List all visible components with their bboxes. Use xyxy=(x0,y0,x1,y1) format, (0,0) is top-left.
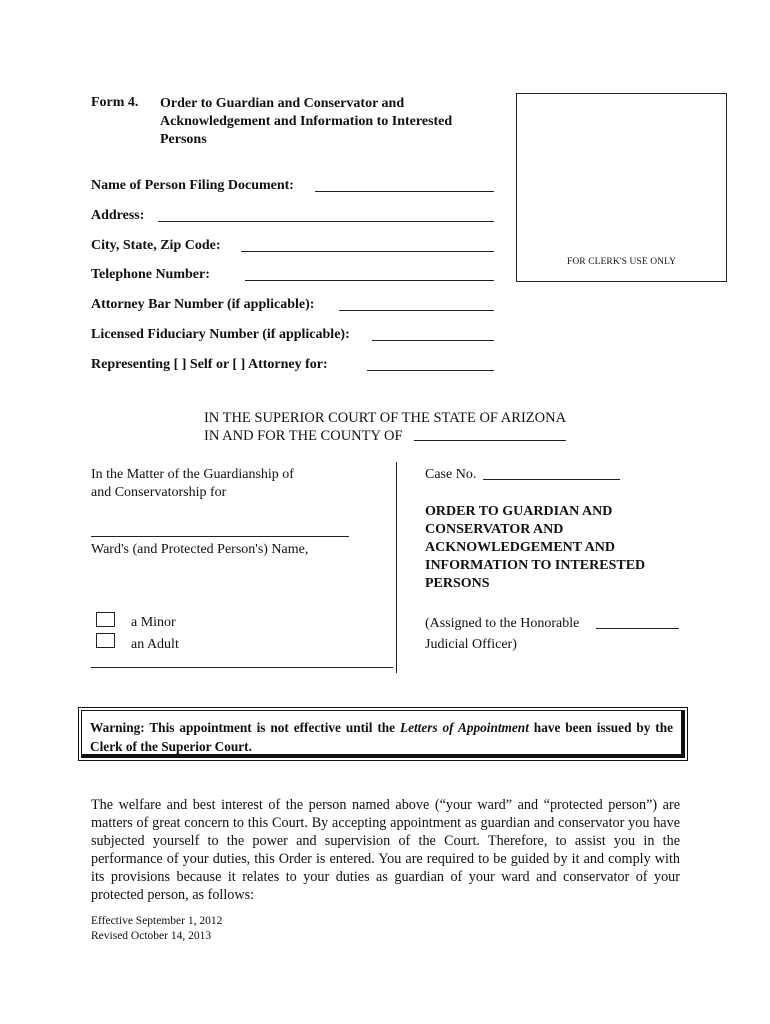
caption-bottom-rule xyxy=(91,667,393,668)
caption-divider xyxy=(396,462,397,673)
adult-label: an Adult xyxy=(131,637,179,652)
form-number: Form 4. xyxy=(91,95,139,110)
footer xyxy=(91,914,222,944)
filer-name-field[interactable] xyxy=(315,191,494,192)
court-heading-line1: IN THE SUPERIOR COURT OF THE STATE OF ARIZONA xyxy=(203,410,567,426)
matter-line1: In the Matter of the Guardianship of xyxy=(91,467,294,482)
assigned-line1: (Assigned to the Honorable xyxy=(425,616,580,631)
warning-suffix: have been issued by the Clerk of the Superior Court. xyxy=(90,720,674,754)
telephone-label: Telephone Number: xyxy=(91,267,210,282)
case-no-field[interactable] xyxy=(483,479,620,480)
fiduciary-number-label: Licensed Fiduciary Number (if applicable): xyxy=(91,327,350,342)
attorney-bar-field[interactable] xyxy=(339,310,494,311)
adult-checkbox[interactable] xyxy=(96,633,115,648)
judicial-officer-field[interactable] xyxy=(596,628,679,629)
telephone-field[interactable] xyxy=(245,280,494,281)
county-field[interactable] xyxy=(414,440,566,441)
minor-checkbox[interactable] xyxy=(96,612,115,627)
minor-label: a Minor xyxy=(131,615,176,630)
ward-name-field[interactable] xyxy=(91,536,349,537)
address-label: Address: xyxy=(91,208,145,223)
attorney-bar-label: Attorney Bar Number (if applicable): xyxy=(91,297,315,312)
warning-prefix: Warning: This appointment is not effective until the xyxy=(90,720,396,735)
effective-date: Effective September 1, 2012 xyxy=(91,915,223,927)
representing-label: Representing xyxy=(91,357,171,372)
filer-name-label: Name of Person Filing Document: xyxy=(91,178,294,193)
order-title: ORDER TO GUARDIAN AND CONSERVATOR AND ACKNOWLEDGEMENT AND INFORMATION TO INTERESTED PERSONS xyxy=(425,504,646,591)
body-paragraph: The welfare and best interest of the person named above (“your ward” and “protected person”) are matters of great concern to this Court. By accepting appointment as guardian and conservator you have subjected yourself to the power and supervision of the Court. Therefore, to assist you in the performance of your duties, this Order is entered. You are required to be guided by it and comply with its provisions because it relates to your duties as guardian of your ward and conservator of your protected person, as follows: xyxy=(91,797,680,903)
fiduciary-number-field[interactable] xyxy=(372,340,494,341)
attorney-for-field[interactable] xyxy=(367,370,494,371)
clerks-use-label: FOR CLERK'S USE ONLY xyxy=(566,257,677,267)
attorney-option[interactable]: [ ] Attorney for: xyxy=(232,357,328,372)
self-option[interactable]: [ ] Self or xyxy=(173,357,229,372)
warning-text xyxy=(81,710,685,758)
city-state-zip-label: City, State, Zip Code: xyxy=(91,238,221,253)
address-field[interactable] xyxy=(158,221,494,222)
representing-row xyxy=(91,357,328,373)
ward-name-label: Ward's (and Protected Person's) Name, xyxy=(91,542,309,557)
form-title: Order to Guardian and Conservator and Acknowledgement and Information to Interested Persons xyxy=(160,96,453,147)
revised-date: Revised October 14, 2013 xyxy=(91,930,212,942)
matter-line2: and Conservatorship for xyxy=(91,485,227,500)
clerks-use-box xyxy=(516,93,727,282)
warning-emphasis: Letters of Appointment xyxy=(399,720,529,735)
warning-box xyxy=(78,707,688,761)
assigned-line2: Judicial Officer) xyxy=(425,637,517,652)
court-heading-line2: IN AND FOR THE COUNTY OF xyxy=(204,428,403,444)
city-state-zip-field[interactable] xyxy=(241,251,494,252)
case-no-label: Case No. xyxy=(425,467,477,482)
